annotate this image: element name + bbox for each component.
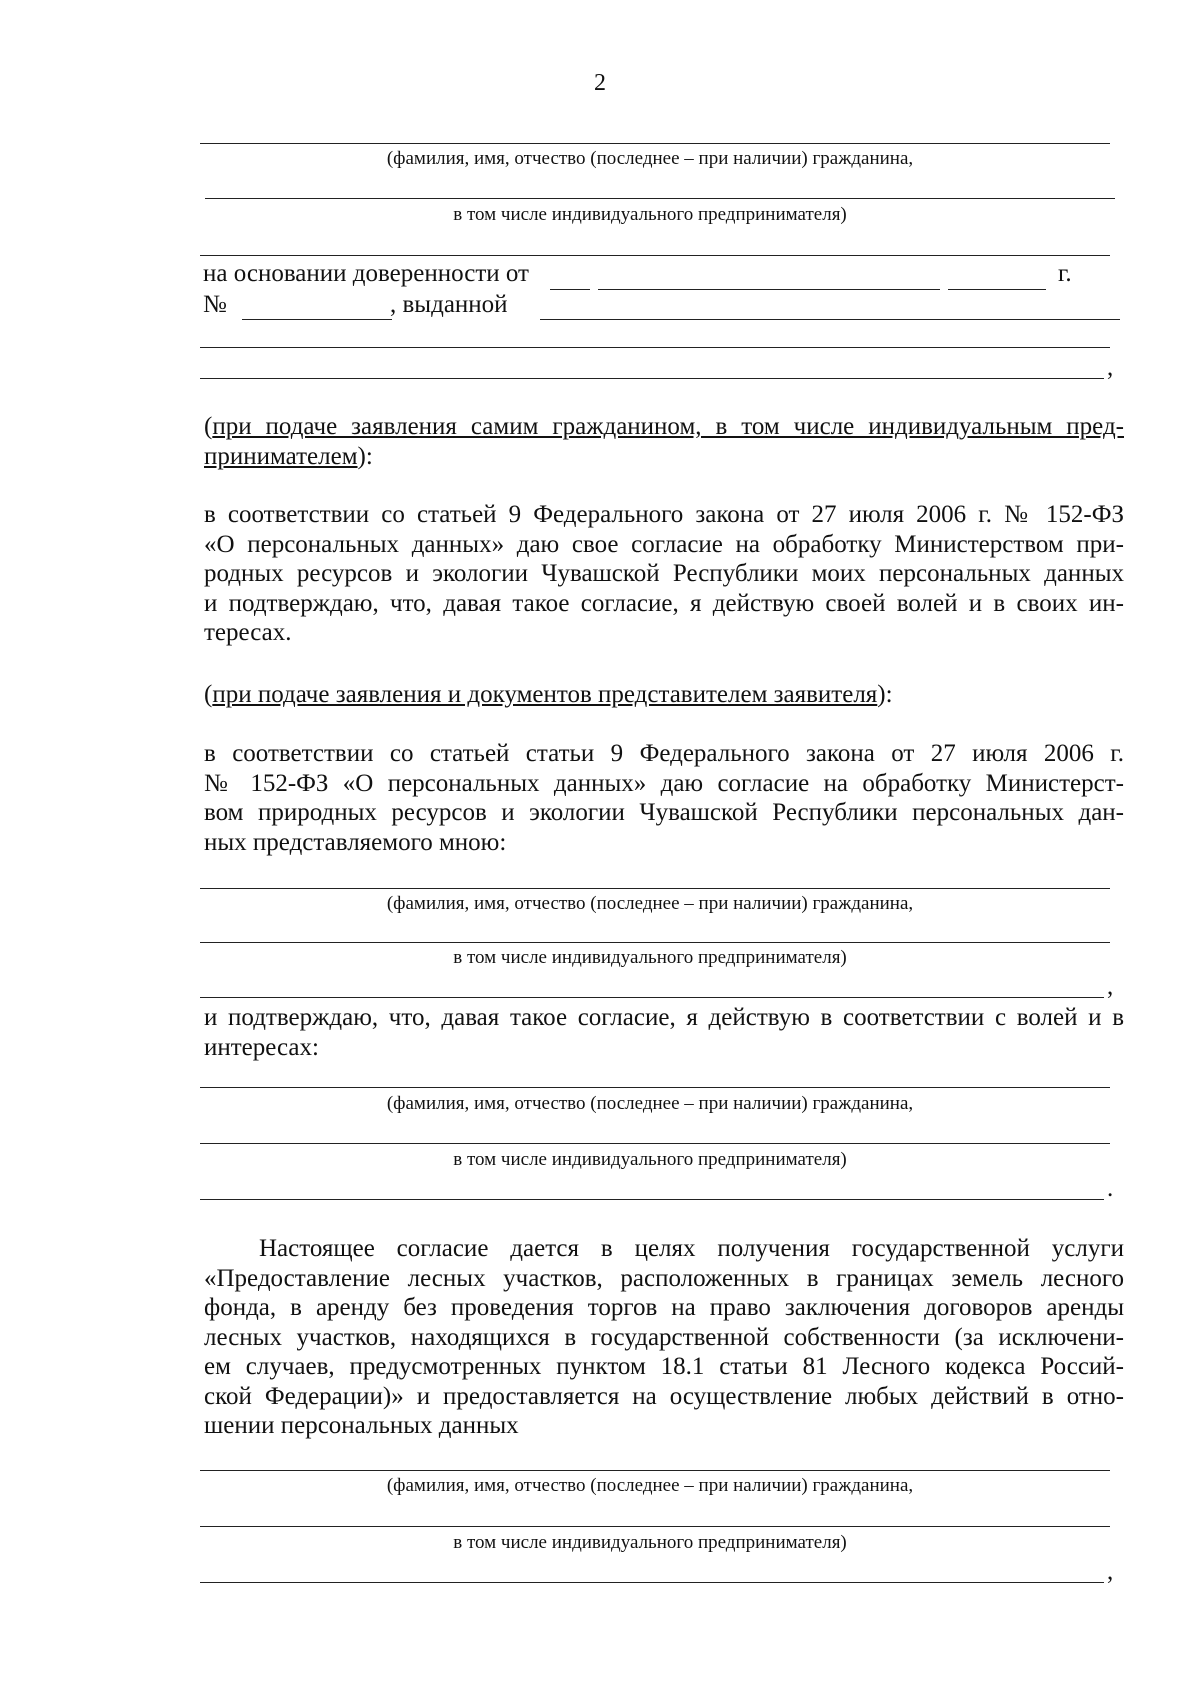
caption-fio: (фамилия, имя, отчество (последнее – при наличии) гражданина,	[386, 1093, 914, 1114]
caption-ip: в том числе индивидуального предпринимателя)	[453, 947, 847, 968]
caption-fio: (фамилия, имя, отчество (последнее – при наличии) гражданина,	[386, 148, 914, 169]
fill-line	[200, 143, 1110, 144]
comma: ,	[1107, 973, 1114, 1000]
year-suffix: г.	[1058, 260, 1072, 287]
fill-line	[200, 347, 1110, 348]
caption-ip: в том числе индивидуального предпринимателя)	[453, 1149, 847, 1170]
fill-line	[200, 942, 1110, 943]
issued-label: , выданной	[390, 291, 508, 318]
fill-line	[200, 888, 1110, 889]
caption-fio: (фамилия, имя, отчество (последнее – при наличии) гражданина,	[386, 1475, 914, 1496]
caption-fio: (фамилия, имя, отчество (последнее – при наличии) гражданина,	[386, 893, 914, 914]
paragraph-purpose: Настоящее согласие дается в целях получения государственной услуги «Предоставление лесных участков, расположенных в границах земель лесного фонда, в аренду без проведения торгов на право заключения договоров аренды лесных участков, находящихся в государственной собственности (за исключени- ем случаев, предусмотренных пунктом 18.1 статьи 81 Лесного кодекса Россий- ской Федерации)» и предоставляется на осуществление любых действий в отно- шении персональных данных	[204, 1235, 1124, 1439]
fill-line	[200, 1199, 1104, 1200]
caption-ip: в том числе индивидуального предпринимателя)	[453, 204, 847, 225]
fill-line	[200, 1470, 1110, 1471]
section-self-heading: (при подаче заявления самим гражданином, в том числе индивидуальным пред- принимателем):	[204, 413, 1124, 470]
fill-line	[205, 198, 1115, 199]
comma: ,	[1107, 1558, 1114, 1585]
fill-line	[200, 1526, 1110, 1527]
page-number: 2	[594, 70, 606, 96]
date-month-line	[598, 289, 940, 290]
fill-line	[200, 1582, 1104, 1583]
paragraph-self-consent: в соответствии со статьей 9 Федерального закона от 27 июля 2006 г. № 152-ФЗ «О персональных данных» даю свое согласие на обработку Министерством при- родных ресурсов и экологии Чувашской Республики моих персональных данных и подтверждаю, что, давая такое согласие, я действую своей волей и в своих ин- тересах.	[204, 501, 1124, 646]
number-sign: №	[203, 291, 227, 318]
paragraph-confirm: и подтверждаю, что, давая такое согласие, я действую в соответствии с волей и в интересах:	[204, 1004, 1124, 1061]
fill-line	[200, 255, 1110, 256]
comma: ,	[1107, 354, 1114, 381]
date-day-line	[550, 289, 590, 290]
fill-line	[200, 997, 1104, 998]
fill-line	[200, 1143, 1110, 1144]
section-rep-heading: (при подаче заявления и документов представителем заявителя):	[204, 681, 893, 708]
paragraph-rep-consent: в соответствии со статьей статьи 9 Федерального закона от 27 июля 2006 г. № 152-ФЗ «О персональных данных» даю согласие на обработку Министерст- вом природных ресурсов и экологии Чувашской Республики персональных дан- ных представляемого мною:	[204, 740, 1124, 856]
caption-ip: в том числе индивидуального предпринимателя)	[453, 1532, 847, 1553]
fill-line	[200, 1087, 1110, 1088]
proxy-number-line	[242, 319, 392, 320]
fill-line	[200, 378, 1104, 379]
issued-by-line	[540, 319, 1120, 320]
date-year-line	[948, 289, 1046, 290]
period: .	[1107, 1175, 1114, 1202]
proxy-label: на основании доверенности от	[203, 260, 529, 287]
